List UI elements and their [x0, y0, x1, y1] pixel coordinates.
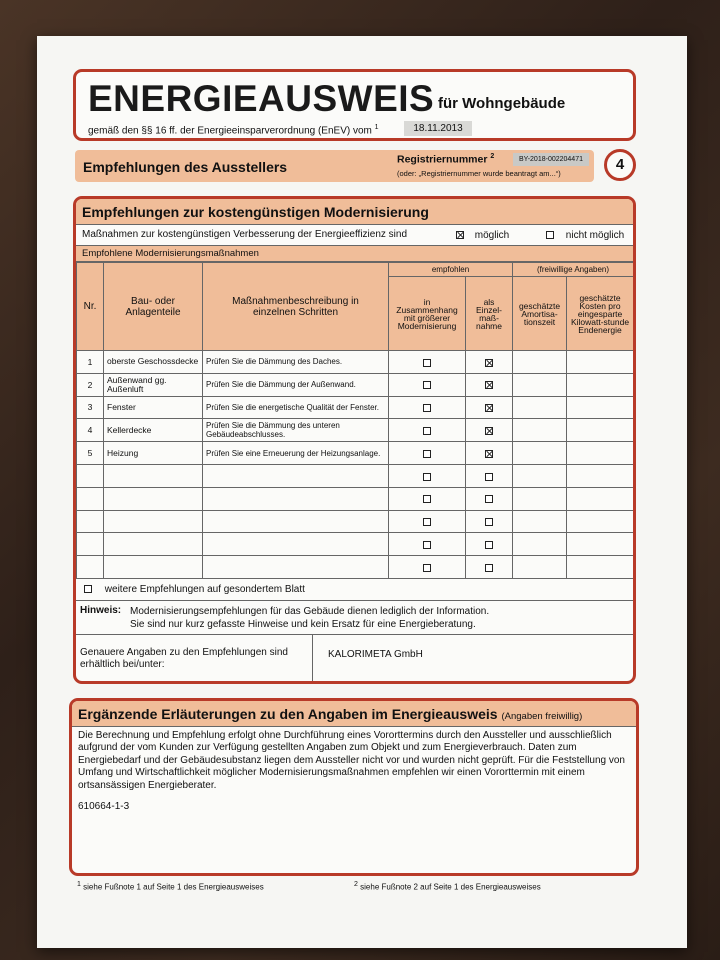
legal-basis-line: [88, 124, 379, 136]
in-context-cell: [389, 487, 466, 510]
hint-row: [76, 601, 633, 635]
row-part: [104, 510, 203, 533]
costs-cell: [567, 442, 634, 465]
possible-checkbox[interactable]: [456, 231, 464, 239]
row-number: [77, 533, 104, 556]
single-measure-cell: [466, 487, 513, 510]
in-context-checkbox[interactable]: [423, 404, 431, 412]
col-single: als Einzel-maß-nahme: [466, 277, 513, 351]
in-context-checkbox[interactable]: [423, 450, 431, 458]
row-description: Prüfen Sie die energetische Qualität der Fenster.: [203, 396, 389, 419]
row-description: Prüfen Sie die Dämmung des unteren Gebäudeabschlusses.: [203, 419, 389, 442]
table-row: [77, 556, 634, 579]
single-measure-checkbox[interactable]: [485, 564, 493, 572]
row-part: Kellerdecke: [104, 419, 203, 442]
amortization-cell: [513, 419, 567, 442]
row-description: [203, 510, 389, 533]
costs-cell: [567, 510, 634, 533]
costs-cell: [567, 351, 634, 374]
section-banner: [75, 150, 594, 182]
recommended-measures-label: Empfohlene Modernisierungsmaßnahmen: [76, 246, 633, 262]
footnote-ref-1: 1: [374, 124, 379, 131]
footnote-2: [354, 881, 541, 892]
not-possible-checkbox[interactable]: [546, 231, 554, 239]
hint-text: [130, 605, 489, 631]
row-number: [77, 487, 104, 510]
row-part: Fenster: [104, 396, 203, 419]
more-recommendations-label: weitere Empfehlungen auf gesondertem Blatt: [104, 583, 305, 595]
amortization-cell: [513, 442, 567, 465]
row-description: Prüfen Sie eine Erneuerung der Heizungsanlage.: [203, 442, 389, 465]
row-number: 4: [77, 419, 104, 442]
hint-line-1: Modernisierungsempfehlungen für das Gebäude dienen lediglich der Information.: [130, 605, 490, 617]
page-number-badge: 4: [604, 149, 636, 181]
single-measure-cell: [466, 533, 513, 556]
table-row: [77, 373, 634, 396]
possible-option: [456, 230, 509, 241]
amortization-cell: [513, 396, 567, 419]
costs-cell: [567, 396, 634, 419]
measures-table: [76, 262, 634, 579]
single-measure-cell: [466, 396, 513, 419]
row-part: [104, 533, 203, 556]
table-row: [77, 442, 634, 465]
single-measure-cell: [466, 351, 513, 374]
recommendations-box: [73, 196, 636, 684]
header-box: [73, 69, 636, 141]
row-description: Prüfen Sie die Dämmung der Außenwand.: [203, 373, 389, 396]
table-row: [77, 487, 634, 510]
hint-label: Hinweis:: [80, 604, 122, 616]
table-row: [77, 419, 634, 442]
registration-number: BY-2018-002204471: [513, 153, 589, 166]
row-part: [104, 464, 203, 487]
possible-label: möglich: [474, 230, 510, 241]
explanations-box: [69, 698, 639, 876]
in-context-cell: [389, 510, 466, 533]
row-number: 5: [77, 442, 104, 465]
col-group-optional: (freiwillige Angaben): [513, 263, 634, 277]
explanations-text: Die Berechnung und Empfehlung erfolgt ohne Durchführung eines Vororttermins durch den Aussteller und ausschließlich aufgrund der vom Kunden zur Verfügung gestellten Angaben zum Objekt und zum Energieverbrauch. Daten zum Energiebedarf und der Gebäudesubstanz liegen dem Aussteller nicht vor und wurden nicht geprüft. Für die Feststellung von Umfang und Wirtschaftlichkeit möglicher Modernisierungsmaßnahmen empfehlen wir einen Vororttermin mit einem ortsansässigen Energieberater.: [78, 730, 625, 791]
single-measure-checkbox[interactable]: [485, 427, 493, 435]
row-part: oberste Geschossdecke: [104, 351, 203, 374]
costs-cell: [567, 419, 634, 442]
table-row: [77, 396, 634, 419]
amortization-cell: [513, 487, 567, 510]
more-recommendations-checkbox[interactable]: [84, 585, 92, 593]
single-measure-checkbox[interactable]: [485, 450, 493, 458]
row-number: 3: [77, 396, 104, 419]
row-part: [104, 556, 203, 579]
costs-cell: [567, 487, 634, 510]
in-context-checkbox[interactable]: [423, 473, 431, 481]
col-nr: Nr.: [77, 263, 104, 351]
section-title: Empfehlungen des Ausstellers: [83, 159, 288, 175]
footnote-1: [77, 881, 264, 892]
in-context-checkbox[interactable]: [423, 564, 431, 572]
single-measure-cell: [466, 464, 513, 487]
table-row: [77, 351, 634, 374]
explanations-code: 610664-1-3: [78, 801, 130, 813]
row-part: Außenwand gg. Außenluft: [104, 373, 203, 396]
in-context-checkbox[interactable]: [423, 495, 431, 503]
row-number: [77, 556, 104, 579]
document-page: [37, 36, 687, 948]
amortization-cell: [513, 533, 567, 556]
in-context-cell: [389, 442, 466, 465]
in-context-checkbox[interactable]: [423, 381, 431, 389]
more-recommendations-row: [76, 579, 633, 601]
not-possible-option: [546, 230, 624, 241]
costs-cell: [567, 373, 634, 396]
row-description: [203, 556, 389, 579]
amortization-cell: [513, 510, 567, 533]
single-measure-checkbox[interactable]: [485, 495, 493, 503]
footnote-1-text: siehe Fußnote 1 auf Seite 1 des Energieausweises: [83, 882, 264, 892]
contact-row: [76, 635, 633, 681]
row-number: [77, 464, 104, 487]
row-number: 1: [77, 351, 104, 374]
measures-label: Maßnahmen zur kostengünstigen Verbesserung der Energieeffizienz sind: [82, 229, 408, 240]
hint-line-2: Sie sind nur kurz gefasste Hinweise und kein Ersatz für eine Energieberatung.: [130, 618, 476, 630]
explanations-optional: (Angaben freiwillig): [501, 711, 583, 722]
single-measure-checkbox[interactable]: [485, 359, 493, 367]
single-measure-cell: [466, 510, 513, 533]
col-group-recommended: empfohlen: [389, 263, 513, 277]
footnote-2-mark: 2: [354, 881, 358, 888]
amortization-cell: [513, 556, 567, 579]
contact-divider: [312, 635, 313, 681]
col-part: Bau- oder Anlagenteile: [104, 263, 203, 351]
document-subtitle: für Wohngebäude: [438, 95, 566, 112]
in-context-checkbox[interactable]: [423, 427, 431, 435]
in-context-checkbox[interactable]: [423, 359, 431, 367]
registration-label: [397, 153, 494, 166]
row-number: 2: [77, 373, 104, 396]
explanations-title: Ergänzende Erläuterungen zu den Angaben im Energieausweis: [78, 706, 498, 722]
table-row: [77, 464, 634, 487]
single-measure-checkbox[interactable]: [485, 404, 493, 412]
table-row: [77, 510, 634, 533]
explanations-header: [72, 701, 636, 727]
single-measure-cell: [466, 373, 513, 396]
table-row: [77, 533, 634, 556]
in-context-checkbox[interactable]: [423, 541, 431, 549]
in-context-cell: [389, 533, 466, 556]
single-measure-checkbox[interactable]: [485, 518, 493, 526]
in-context-cell: [389, 419, 466, 442]
in-context-cell: [389, 373, 466, 396]
contact-value: KALORIMETA GmbH: [328, 648, 423, 660]
single-measure-cell: [466, 556, 513, 579]
in-context-checkbox[interactable]: [423, 518, 431, 526]
footnote-1-mark: 1: [77, 881, 81, 888]
costs-cell: [567, 533, 634, 556]
row-part: Heizung: [104, 442, 203, 465]
single-measure-cell: [466, 442, 513, 465]
in-context-cell: [389, 556, 466, 579]
row-number: [77, 510, 104, 533]
col-costs: geschätzte Kosten pro eingesparte Kilowatt-stunde Endenergie: [567, 277, 634, 351]
enev-date: 18.11.2013: [404, 121, 472, 136]
registration-note: (oder: „Registriernummer wurde beantragt am...“): [397, 169, 561, 178]
in-context-cell: [389, 351, 466, 374]
single-measure-checkbox[interactable]: [485, 541, 493, 549]
row-description: [203, 464, 389, 487]
contact-label: Genauere Angaben zu den Empfehlungen sind erhältlich bei/unter:: [80, 646, 288, 670]
col-in-context: in Zusammenhang mit größerer Modernisierung: [389, 277, 466, 351]
legal-basis-text: gemäß den §§ 16 ff. der Energieeinsparverordnung (EnEV) vom: [88, 125, 372, 137]
single-measure-cell: [466, 419, 513, 442]
amortization-cell: [513, 373, 567, 396]
costs-cell: [567, 464, 634, 487]
measures-row: [76, 225, 633, 246]
footnote-ref-2: 2: [490, 153, 495, 160]
col-description: Maßnahmenbeschreibung in einzelnen Schritten: [203, 263, 389, 351]
document-title: ENERGIEAUSWEIS: [88, 78, 435, 119]
single-measure-checkbox[interactable]: [485, 381, 493, 389]
recommendations-title: Empfehlungen zur kostengünstigen Modernisierung: [76, 199, 633, 225]
registration-label-text: Registriernummer: [397, 153, 488, 166]
in-context-cell: [389, 396, 466, 419]
amortization-cell: [513, 351, 567, 374]
in-context-cell: [389, 464, 466, 487]
row-description: Prüfen Sie die Dämmung des Daches.: [203, 351, 389, 374]
amortization-cell: [513, 464, 567, 487]
row-description: [203, 487, 389, 510]
row-description: [203, 533, 389, 556]
row-part: [104, 487, 203, 510]
not-possible-label: nicht möglich: [565, 230, 625, 241]
footnote-2-text: siehe Fußnote 2 auf Seite 1 des Energieausweises: [360, 882, 541, 892]
single-measure-checkbox[interactable]: [485, 473, 493, 481]
costs-cell: [567, 556, 634, 579]
col-amortization: geschätzte Amortisa-tionszeit: [513, 277, 567, 351]
